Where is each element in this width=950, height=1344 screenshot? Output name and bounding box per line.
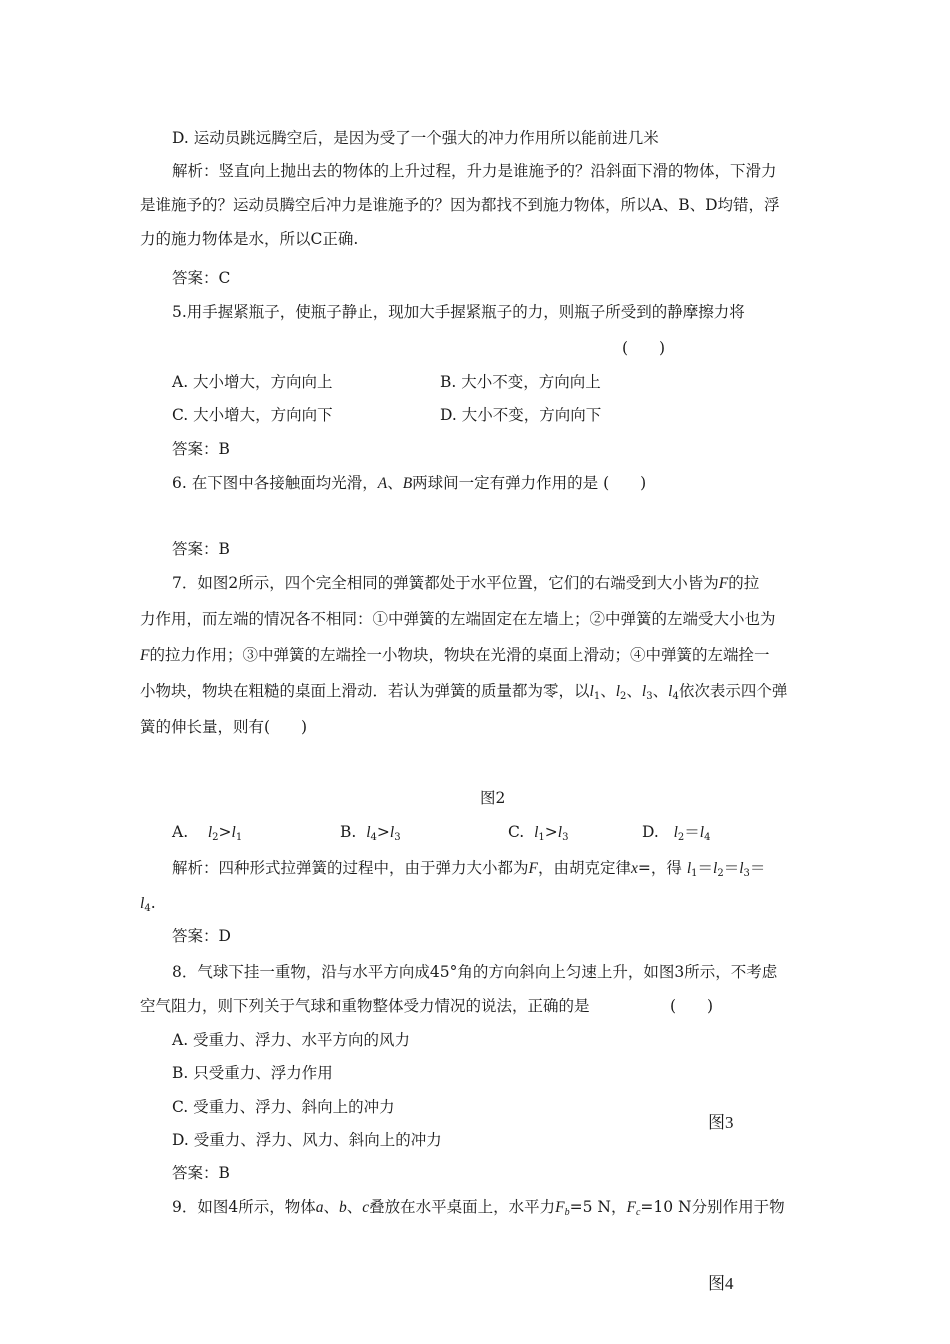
period: . [150, 894, 156, 912]
option-letter: C. [508, 823, 525, 841]
figure-3-caption: 图3 [708, 1113, 734, 1132]
q7-analysis-text: 解析：四种形式拉弹簧的过程中，由于弹力大小都为 [172, 859, 529, 877]
op: > [376, 823, 390, 841]
figure-4-caption: 图4 [708, 1274, 734, 1293]
var-l: l [668, 683, 673, 700]
op: ＝ [749, 859, 766, 877]
q7-analysis-text: ，由胡克定律 [537, 859, 631, 877]
q4-option-d: D. 运动员跳远腾空后，是因为受了一个强大的冲力作用所以能前进几米 [172, 129, 659, 147]
sub: 3 [562, 832, 569, 843]
q7-text: 7．如图2所示，四个完全相同的弹簧都处于水平位置，它们的右端受到大小皆为 [172, 574, 719, 592]
var-A: A [377, 475, 388, 492]
q5-option-d: D. 大小不变，方向向下 [440, 406, 602, 424]
op: > [544, 823, 558, 841]
var-l: l [231, 824, 236, 841]
sep: 、 [652, 682, 669, 700]
q7-text: 依次表示四个弹 [678, 682, 788, 700]
q4-analysis-line-2: 是谁施予的？运动员腾空后冲力是谁施予的？因为都找不到施力物体，所以A、B、D均错，浮 [140, 196, 780, 214]
sub: 1 [691, 868, 698, 879]
q9-text: =10 N分别作用于物 [640, 1198, 785, 1216]
var-b: b [339, 1199, 347, 1216]
q4-answer: 答案：C [172, 269, 231, 287]
sub: 4 [704, 832, 711, 843]
q9-text: 叠放在水平桌面上，水平力 [369, 1198, 556, 1216]
q8-option-c: C. 受重力、浮力、斜向上的冲力 [172, 1098, 395, 1116]
var-l: l [615, 683, 621, 700]
sub: 2 [677, 832, 685, 843]
option-letter: A. [172, 823, 189, 841]
q7-text: 的拉 [728, 574, 760, 592]
q8-option-b: B. 只受重力、浮力作用 [172, 1064, 333, 1082]
q7-analysis-line-2 [140, 893, 156, 919]
q8-line-2: 空气阻力，则下列关于气球和重物整体受力情况的说法，正确的是 [140, 997, 590, 1015]
figure-2-caption: 图2 [480, 789, 506, 807]
sep: 、 [387, 474, 403, 492]
var-F: F [528, 860, 538, 877]
q7-line-3 [140, 645, 769, 666]
option-letter: D. [642, 823, 659, 841]
q8-option-d: D. 受重力、浮力、风力、斜向上的冲力 [172, 1131, 442, 1149]
var-l: l [641, 683, 647, 700]
var-F: F [626, 1199, 636, 1216]
op: ＝ [684, 823, 700, 841]
q6-answer: 答案：B [172, 540, 230, 558]
q7-analysis-text: =，得 [637, 859, 682, 877]
sep: 、 [626, 682, 642, 700]
q7-analysis-line-1 [172, 858, 765, 884]
q4-analysis-line-3: 力的施力物体是水，所以C正确. [140, 230, 359, 248]
var-l: l [389, 824, 395, 841]
sub: 4 [144, 903, 151, 914]
sub: b [564, 1207, 570, 1218]
var-a: a [315, 1199, 324, 1216]
sub: 1 [538, 832, 545, 843]
sep: 、 [600, 682, 616, 700]
q4-analysis-line-1: 解析：竖直向上抛出去的物体的上升过程，升力是谁施予的？沿斜面下滑的物体，下滑力 [172, 162, 777, 180]
var-F: F [718, 575, 729, 592]
q6-stem [172, 473, 646, 494]
var-l: l [739, 860, 744, 877]
sep: 、 [323, 1198, 339, 1216]
q5-option-b: B. 大小不变，方向向上 [440, 373, 601, 391]
sub: 4 [672, 691, 679, 702]
q8-answer: 答案：B [172, 1164, 230, 1182]
q7-line-1 [172, 573, 759, 594]
var-l: l [699, 824, 705, 841]
q7-option-c [508, 822, 568, 848]
q9-line-1 [172, 1197, 785, 1223]
q7-text: 小物块，物块在粗糙的桌面上滑动．若认为弹簧的质量都为零，以 [140, 682, 590, 700]
var-l: l [686, 860, 692, 877]
q5-stem: 5.用手握紧瓶子，使瓶子静止，现加大手握紧瓶子的力，则瓶子所受到的静摩擦力将 [172, 303, 745, 321]
var-l: l [366, 824, 371, 841]
sub: 3 [743, 868, 750, 879]
var-l: l [140, 895, 145, 912]
q7-line-5: 簧的伸长量，则有( ) [140, 718, 308, 736]
sub: 2 [212, 832, 219, 843]
q7-line-4 [140, 681, 787, 707]
q5-answer: 答案：B [172, 440, 230, 458]
q5-option-a: A. 大小增大，方向向上 [172, 373, 333, 391]
q8-line-1: 8．气球下挂一重物，沿与水平方向成45°角的方向斜向上匀速上升，如图3所示，不考虑 [172, 963, 778, 981]
op: > [218, 823, 232, 841]
q7-option-d [642, 822, 710, 848]
sub: c [635, 1207, 641, 1218]
q7-text: 的拉力作用；③中弹簧的左端拴一小物块，物块在光滑的桌面上滑动；④中弹簧的左端拴一 [149, 646, 770, 664]
sub: 3 [646, 691, 653, 702]
q8-blank: ( ) [670, 997, 714, 1015]
q5-blank: ( ) [622, 339, 666, 357]
q7-answer: 答案：D [172, 927, 231, 945]
sub: 4 [370, 832, 377, 843]
var-l: l [673, 824, 678, 841]
q6-stem-tail: 两球间一定有弹力作用的是 ( ) [412, 474, 647, 492]
var-l: l [713, 860, 718, 877]
q8-option-a: A. 受重力、浮力、水平方向的风力 [172, 1031, 411, 1049]
q6-stem-text: 6. 在下图中各接触面均光滑， [172, 474, 378, 492]
q9-text: 9．如图4所示，物体 [172, 1198, 316, 1216]
q9-text: =5 N， [569, 1198, 627, 1216]
q7-option-a [172, 822, 242, 848]
sub: 1 [235, 832, 243, 843]
var-l: l [534, 824, 539, 841]
var-c: c [362, 1199, 370, 1216]
var-x: x [631, 860, 638, 877]
sub: 2 [620, 691, 627, 702]
op: ＝ [697, 859, 714, 877]
q7-line-2: 力作用，而左端的情况各不相同：①中弹簧的左端固定在左墙上；②中弹簧的左端受大小也为 [140, 610, 776, 628]
sub: 3 [394, 832, 401, 843]
q5-option-c: C. 大小增大，方向向下 [172, 406, 333, 424]
var-F: F [140, 647, 150, 664]
sub: 1 [593, 691, 601, 702]
option-letter: B. [340, 823, 357, 841]
var-B: B [402, 475, 413, 492]
op: ＝ [723, 859, 740, 877]
q7-option-b [340, 822, 401, 848]
var-F: F [555, 1199, 565, 1216]
var-l: l [207, 824, 213, 841]
var-l: l [557, 824, 563, 841]
sub: 2 [717, 868, 724, 879]
var-l: l [589, 683, 594, 700]
sep: 、 [346, 1198, 363, 1216]
